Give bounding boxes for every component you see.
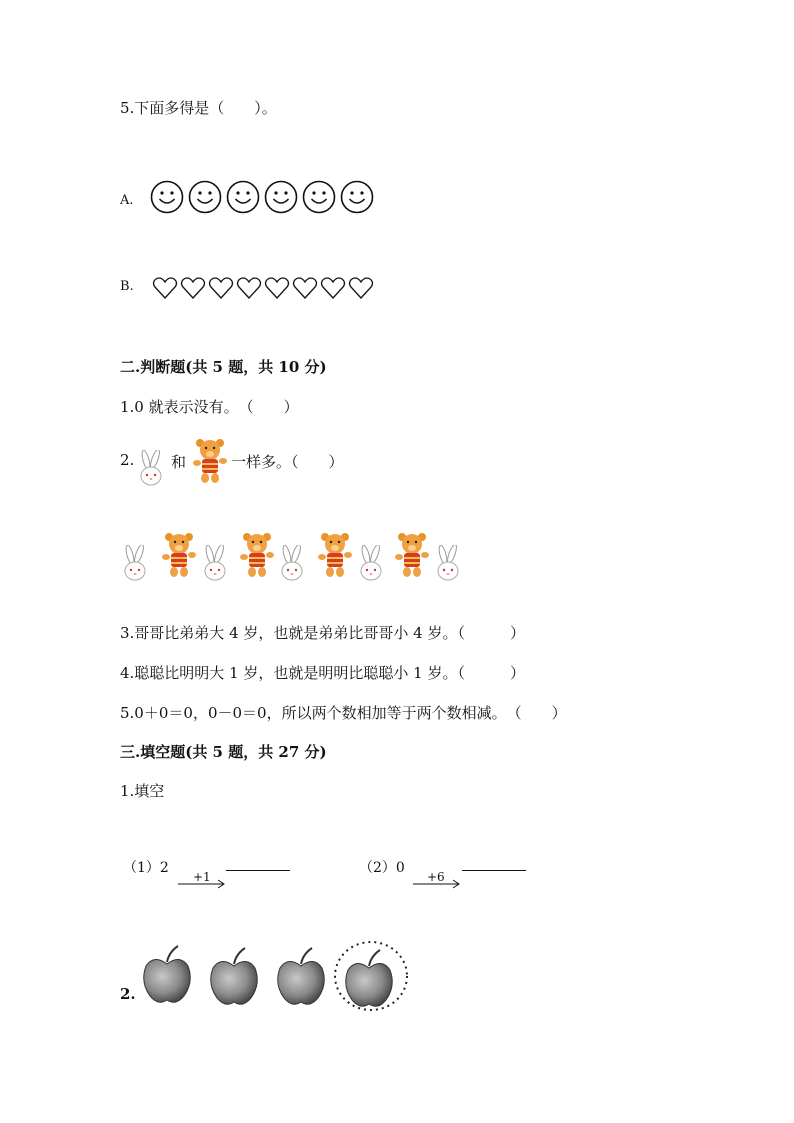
heart-row: [152, 276, 376, 300]
arrow-right-icon: [413, 879, 461, 889]
fill-question-2-number: 2.: [120, 985, 136, 1003]
heart-icon: [208, 276, 234, 300]
apple-icon: [140, 944, 194, 1010]
judge-question-1: 1.0 就表示没有。 （ ）: [120, 398, 299, 416]
option-b-label: B.: [120, 279, 134, 294]
section-2-heading: 二.判断题(共 5 题，共 10 分): [120, 358, 327, 376]
fill-part-2-blank[interactable]: [462, 870, 526, 871]
fill-part-1-blank[interactable]: [226, 870, 290, 871]
arrow-right-icon: [178, 879, 226, 889]
heart-icon: [180, 276, 206, 300]
heart-icon: [264, 276, 290, 300]
section-3-heading: 三.填空题(共 5 题，共 27 分): [120, 743, 327, 761]
smiley-face-icon: [188, 180, 222, 214]
rabbit-icon: [136, 450, 166, 492]
judge-question-5: 5.0＋0＝0，0－0＝0，所以两个数相加等于两个数相减。 （ ）: [120, 704, 567, 722]
judge-question-2-number: 2.: [120, 451, 135, 469]
bear-icon: [316, 531, 354, 583]
fill-part-2-operation: +6: [427, 870, 445, 884]
rabbit-icon: [356, 545, 386, 587]
apple-icon: [207, 946, 261, 1012]
option-a-label: A.: [120, 193, 134, 208]
fill-question-1: 1.填空: [120, 782, 165, 800]
rabbit-icon: [277, 545, 307, 587]
bear-icon: [393, 531, 431, 583]
rabbit-icon: [120, 545, 150, 587]
judge-question-2-and: 和: [171, 453, 187, 471]
rabbit-icon: [433, 545, 463, 587]
judge-question-4: 4.聪聪比明明大 1 岁，也就是明明比聪聪小 1 岁。（ ）: [120, 664, 525, 682]
fill-part-2-label: （2）0: [359, 860, 405, 876]
smiley-face-icon: [302, 180, 336, 214]
smiley-face-icon: [340, 180, 374, 214]
smiley-face-row: [150, 180, 378, 214]
heart-icon: [236, 276, 262, 300]
bear-icon: [238, 531, 276, 583]
dotted-circle-marker: [332, 939, 410, 1013]
judge-question-3: 3.哥哥比弟弟大 4 岁，也就是弟弟比哥哥小 4 岁。（ ）: [120, 624, 525, 642]
heart-icon: [152, 276, 178, 300]
smiley-face-icon: [264, 180, 298, 214]
judge-question-2-rest: 一样多。（ ）: [231, 453, 344, 471]
heart-icon: [292, 276, 318, 300]
heart-icon: [320, 276, 346, 300]
smiley-face-icon: [150, 180, 184, 214]
smiley-face-icon: [226, 180, 260, 214]
fill-part-1-label: （1）2: [123, 860, 169, 876]
heart-icon: [348, 276, 374, 300]
apple-icon: [274, 946, 328, 1012]
question-5-text: 5.下面多得是（ ）。: [120, 99, 277, 117]
bear-icon: [191, 437, 229, 489]
bear-icon: [160, 531, 198, 583]
rabbit-icon: [200, 545, 230, 587]
fill-part-1-operation: +1: [193, 870, 211, 884]
